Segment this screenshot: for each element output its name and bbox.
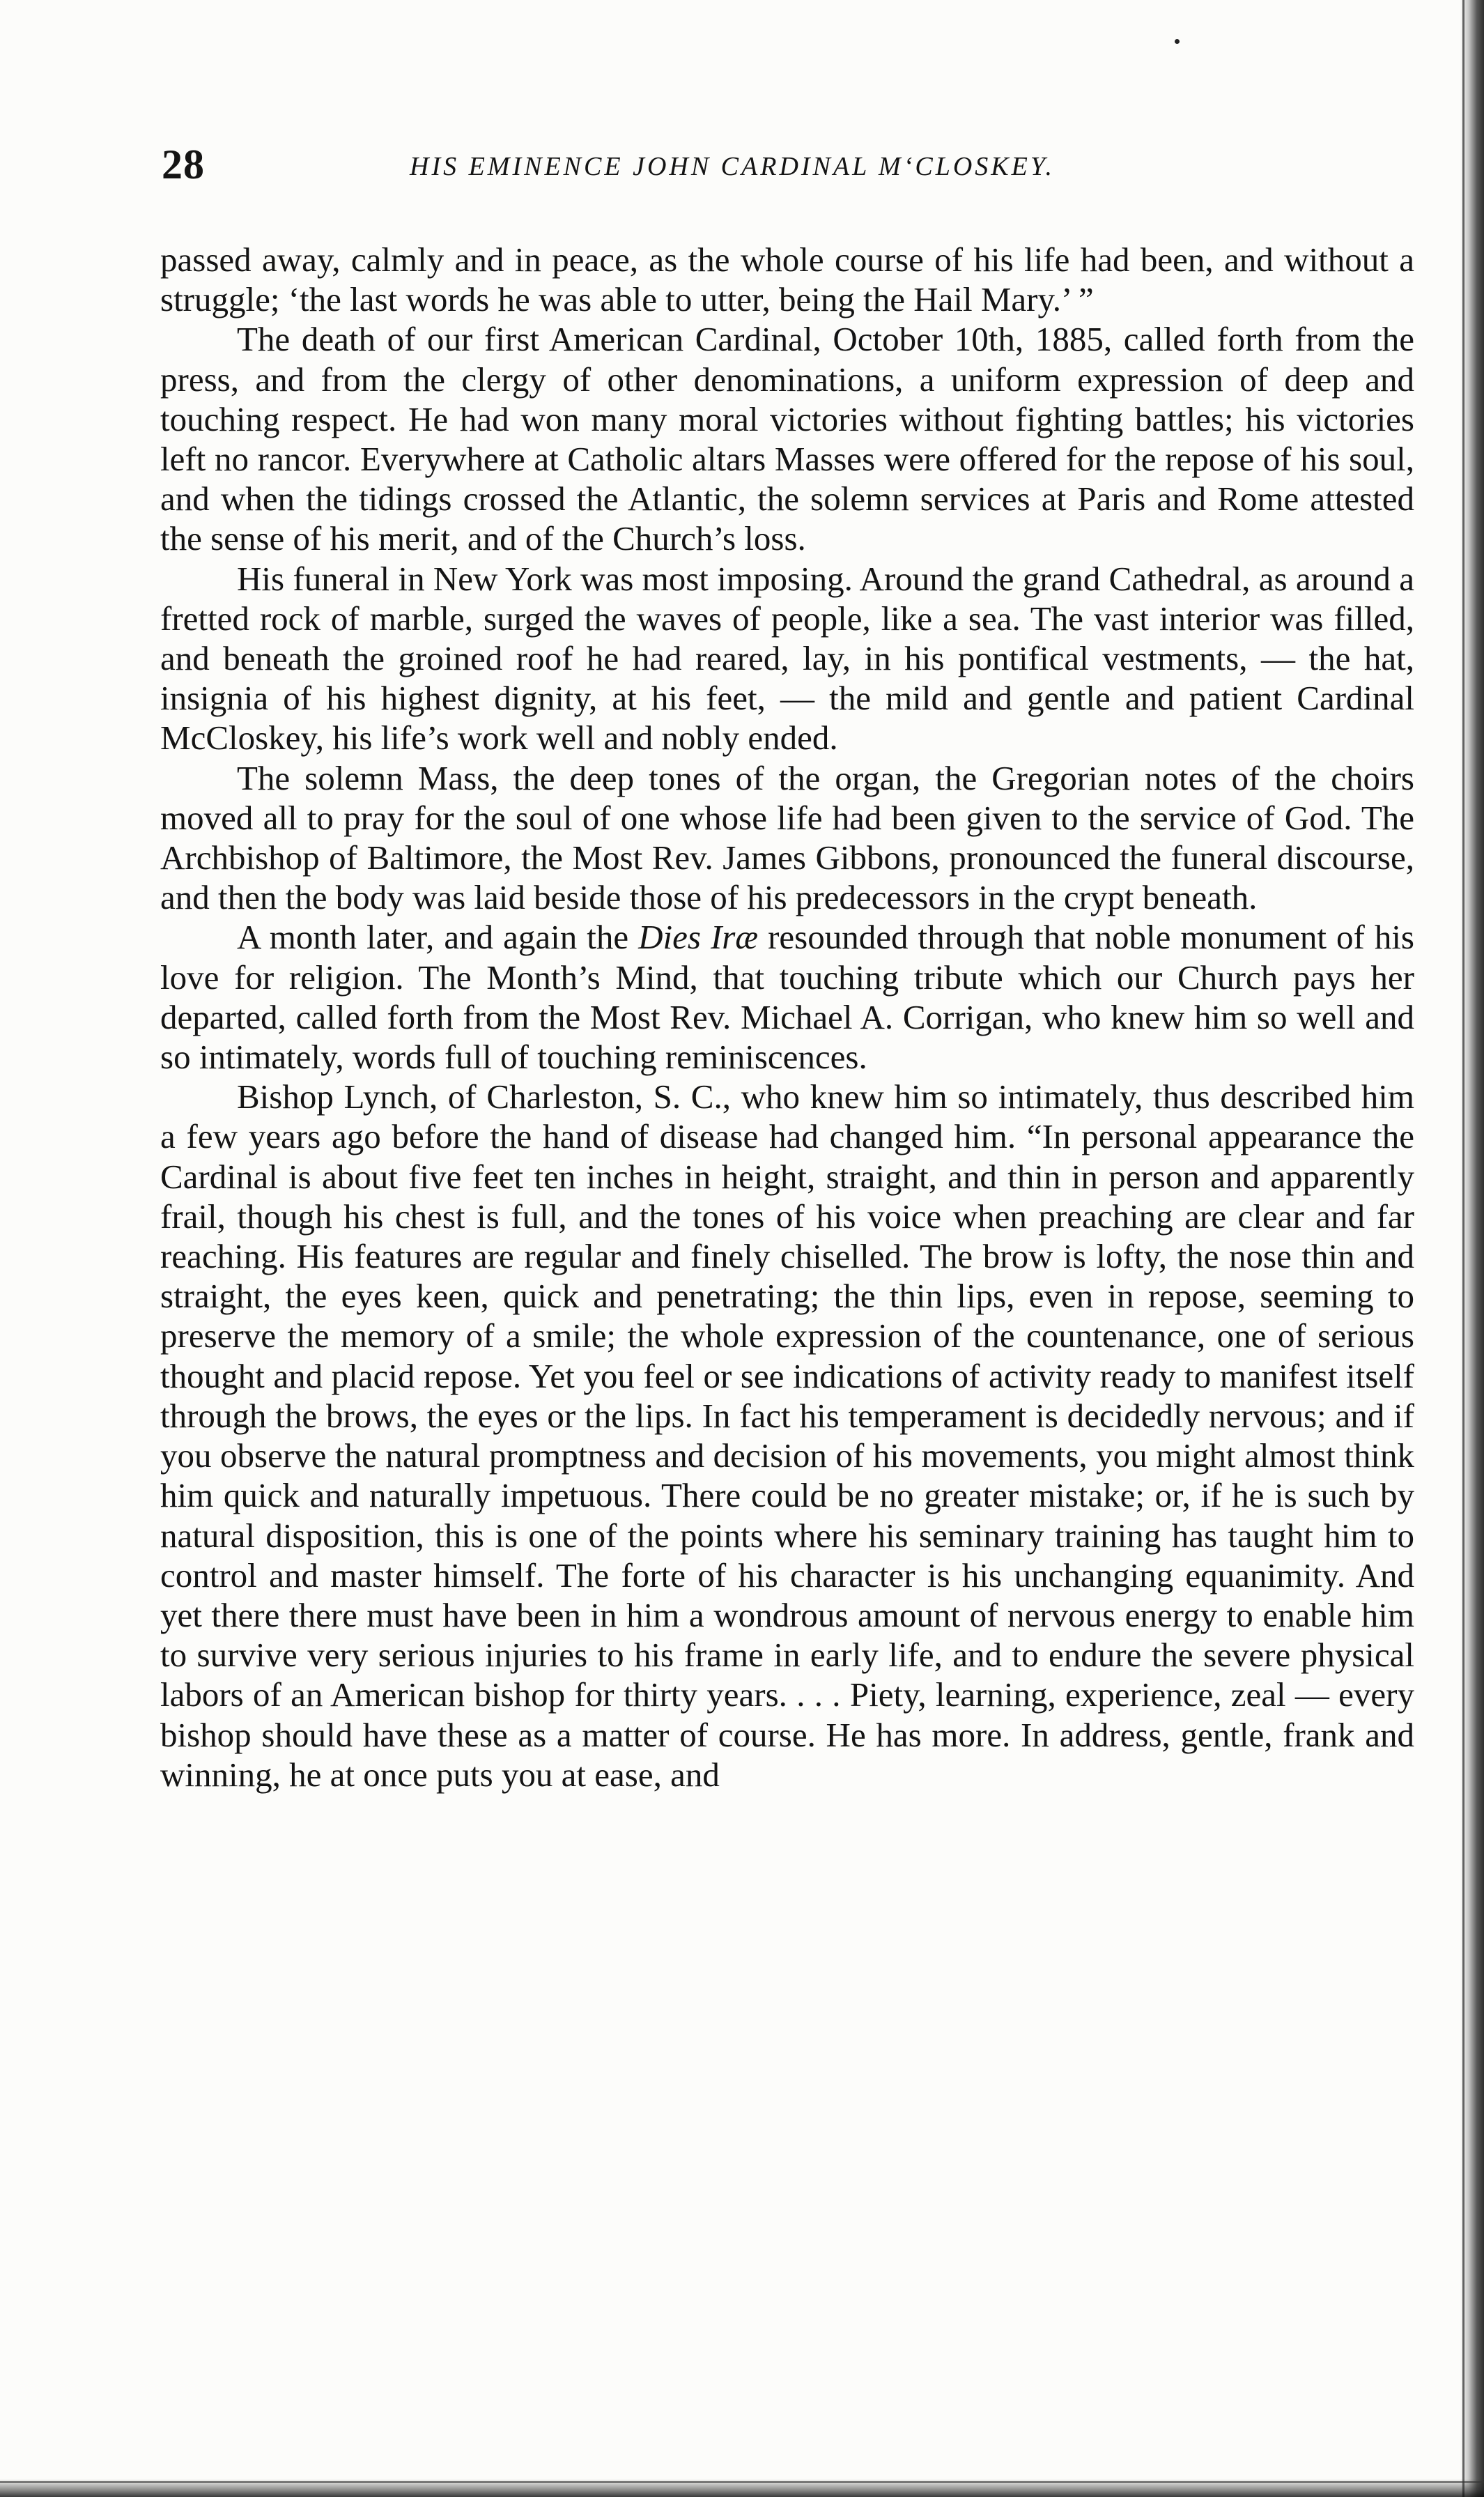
paragraph-3: His funeral in New York was most imposing. Around the grand Cathedral, as around a fretted rock of marble, surged the waves of people, like a sea. The vast interior was filled, and beneath the groined roof he had reared, lay, in his pontifical vestments, — the hat, insignia of his highest dignity, at his feet, — the mild and gentle and patient Cardinal McCloskey, his life’s work well and nobly ended.: [160, 559, 1414, 758]
paragraph-1: passed away, calmly and in peace, as the whole course of his life had been, and without a struggle; ‘the last words he was able to utter, being the Hail Mary.’ ”: [160, 240, 1414, 319]
paragraph-5: [160, 917, 1414, 1077]
dies-irae-italic: Dies Iræ: [638, 918, 759, 957]
paragraph-2: The death of our first American Cardinal, October 10th, 1885, called forth from the press, and from the clergy of other denominations, a uniform expression of deep and touching respect. He had won many moral victories without fighting battles; his victories left no rancor. Everywhere at Catholic altars Masses were offered for the repose of his soul, and when the tidings crossed the Atlantic, the solemn services at Paris and Rome attested the sense of his merit, and of the Church’s loss.: [160, 320, 1414, 558]
paragraph-5-text-start: A month later, and again the: [237, 918, 639, 957]
paragraph-4: The solemn Mass, the deep tones of the organ, the Gregorian notes of the choirs moved all to pray for the soul of one whose life had been given to the service of God. The Archbishop of Baltimore, the Most Rev. James Gibbons, pronounced the funeral discourse, and then the body was laid beside those of his predecessors in the crypt beneath.: [160, 758, 1414, 917]
page-number: 28: [162, 141, 205, 187]
page-header: [159, 137, 1413, 192]
ink-speck: [1175, 39, 1180, 44]
paragraph-6: Bishop Lynch, of Charleston, S. C., who knew him so intimately, thus described him a few years ago before the hand of disease had changed him. “In personal appearance the Cardinal is about five feet ten inches in height, straight, and thin in person and apparently frail, though his chest is full, and the tones of his voice when preaching are clear and far reaching. His features are regular and finely chiselled. The brow is lofty, the nose thin and straight, the eyes keen, quick and penetrating; the thin lips, even in repose, seeming to preserve the memory of a smile; the whole expression of the countenance, one of serious thought and placid repose. Yet you feel or see indications of activity ready to manifest itself through the brows, the eyes or the lips. In fact his temperament is decidedly nervous; and if you observe the natural promptness and decision of his movements, you might almost think him quick and naturally impetuous. There could be no greater mistake; or, if he is such by natural disposition, this is one of the points where his seminary training has taught him to control and master himself. The forte of his character is his unchanging equanimity. And yet there there must have been in him a wondrous amount of nervous energy to enable him to survive very serious injuries to his frame in early life, and to endure the severe physical labors of an American bishop for thirty years. . . . Piety, learning, experience, zeal — every bishop should have these as a matter of course. He has more. In address, gentle, frank and winning, he at once puts you at ease, and: [160, 1077, 1414, 1794]
body-text: [160, 240, 1414, 1795]
running-title: HIS EMINENCE JOHN CARDINAL M‘CLOSKEY.: [410, 152, 1055, 181]
paragraph-5-text-end: resounded through that noble monument of his love for religion. The Month’s Mind, that touching tribute which our Church pays her departed, called forth from the Most Rev. Michael A. Corrigan, who knew him so well and so intimately, words full of touching reminiscences.: [160, 918, 1415, 1077]
page-edge-line-bottom: [0, 2481, 1484, 2483]
page-edge-line-right: [1462, 0, 1464, 2497]
